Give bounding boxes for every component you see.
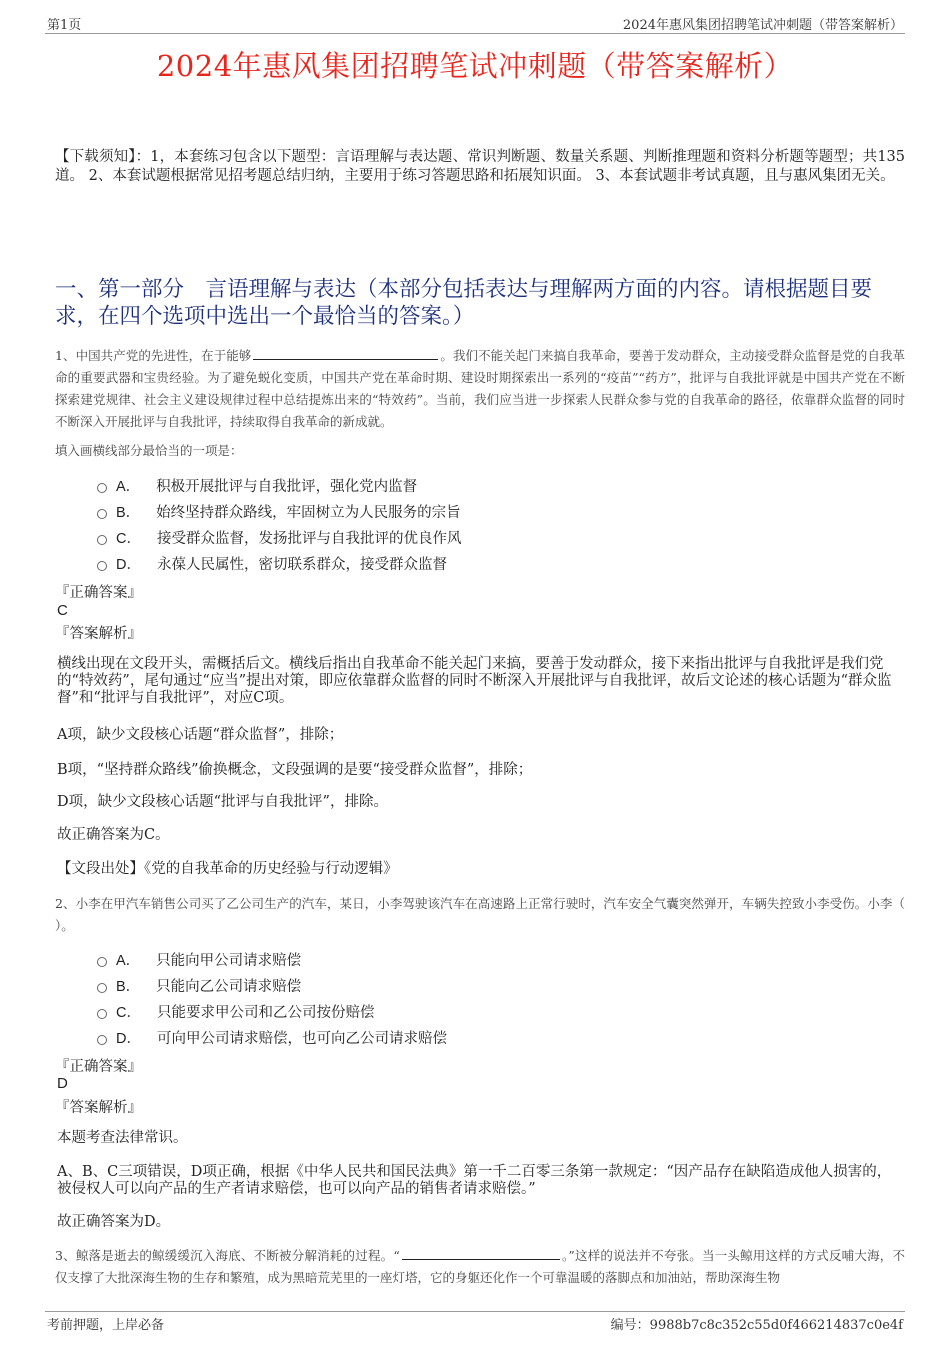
q1-option-c[interactable]: C． 接受群众监督，发扬批评与自我批评的优良作风	[97, 526, 461, 548]
radio-icon[interactable]	[97, 1035, 107, 1045]
q1-analysis-b: B项，“坚持群众路线”偷换概念，文段强调的是要“接受群众监督”，排除；	[57, 762, 533, 778]
q1-analysis-d: D项，缺少文段核心话题“批评与自我批评”，排除。	[57, 794, 388, 810]
fill-blank	[253, 346, 438, 360]
q1-analysis-label: 『答案解析』	[55, 626, 142, 642]
q2-option-a[interactable]: A． 只能向甲公司请求赔偿	[97, 948, 301, 970]
question-1-stem-start: 1、中国共产党的先进性，在于能够	[55, 348, 252, 363]
q2-option-b[interactable]: B． 只能向乙公司请求赔偿	[97, 974, 301, 996]
q2-answer: D	[57, 1075, 68, 1092]
q2-analysis-conclusion: 故正确答案为D。	[57, 1214, 171, 1230]
download-notice: 【下载须知】：1，本套练习包含以下题型：言语理解与表达题、常识判断题、数量关系题、判断推理题和资料分析题等题型；共135道。 2、本套试题根据常见招考题总结归纳，主要用于练习答题思路和拓展知识面。 3、本套试题非考试真题，且与惠风集团无关。	[55, 149, 905, 184]
q1-answer-label: 『正确答案』	[55, 585, 142, 601]
q1-answer: C	[57, 602, 68, 619]
question-3-stem	[55, 1245, 905, 1289]
q1-source: 【文段出处】《党的自我革命的历史经验与行动逻辑》	[57, 861, 398, 877]
radio-icon[interactable]	[97, 1009, 107, 1019]
q2-analysis-topic: 本题考查法律常识。	[57, 1130, 188, 1146]
radio-icon[interactable]	[97, 957, 107, 967]
question-1-prompt: 填入画横线部分最恰当的一项是：	[55, 443, 243, 458]
question-3-stem-end: 。”这样的说法并不夸张。当一头鲸用这样的方式反哺大海，不仅支撑了大批深海生物的生存和繁殖，成为黑暗荒芜里的一座灯塔，它的身躯还化作一个可靠温暖的落脚点和加油站，帮助深海生物	[55, 1248, 905, 1285]
q1-option-b[interactable]: B． 始终坚持群众路线，牢固树立为人民服务的宗旨	[97, 500, 461, 522]
radio-icon[interactable]	[97, 983, 107, 993]
footer-divider	[45, 1311, 905, 1312]
radio-icon[interactable]	[97, 509, 107, 519]
q1-analysis-main: 横线出现在文段开头，需概括后文。横线后指出自我革命不能关起门来搞，要善于发动群众，接下来指出批评与自我批评是我们党的“特效药”，尾句通过“应当”提出对策，即应依靠群众监督的同时不断深入开展批评与自我批评，故后文论述的核心话题为“群众监督”和“批评与自我批评”，对应C项。	[57, 656, 892, 706]
question-1-stem	[55, 345, 905, 433]
q2-option-d[interactable]: D． 可向甲公司请求赔偿，也可向乙公司请求赔偿	[97, 1026, 447, 1048]
q2-analysis-main: A、B、C三项错误，D项正确，根据《中华人民共和国民法典》第一千二百零三条第一款规定：“因产品存在缺陷造成他人损害的，被侵权人可以向产品的生产者请求赔偿，也可以向产品的销售者请求赔偿。”	[57, 1164, 892, 1197]
q1-option-a[interactable]: A． 积极开展批评与自我批评，强化党内监督	[97, 474, 417, 496]
question-1-stem-end: 。我们不能关起门来搞自我革命，要善于发动群众，主动接受群众监督是党的自我革命的重要武器和宝贵经验。为了避免蜕化变质，中国共产党在革命时期、建设时期探索出一系列的“疫苗”“药方”，批评与自我批评就是中国共产党在不断探索建党规律、社会主义建设规律过程中总结提炼出来的“特效药”。当前，我们应当进一步探索人民群众参与党的自我革命的路径，依靠群众监督的同时不断深入开展批评与自我批评，持续取得自我革命的新成就。	[55, 348, 905, 429]
question-3-stem-start: 3、鲸落是逝去的鲸缓缓沉入海底、不断被分解消耗的过程。“	[55, 1248, 400, 1263]
header-doc-title: 2024年惠风集团招聘笔试冲刺题（带答案解析）	[622, 18, 903, 33]
footer-doc-id: 编号：9988b7c8c352c55d0f466214837c0e4f	[610, 1318, 903, 1333]
q1-analysis-conclusion: 故正确答案为C。	[57, 827, 170, 843]
header-page-number: 第1页	[47, 18, 82, 33]
q2-answer-label: 『正确答案』	[55, 1059, 142, 1075]
radio-icon[interactable]	[97, 561, 107, 571]
header-divider	[45, 33, 905, 34]
radio-icon[interactable]	[97, 535, 107, 545]
q2-option-c[interactable]: C． 只能要求甲公司和乙公司按份赔偿	[97, 1000, 374, 1022]
q1-analysis-a: A项，缺少文段核心话题“群众监督”，排除；	[57, 727, 344, 743]
q2-analysis-label: 『答案解析』	[55, 1100, 142, 1116]
question-2-stem: 2、小李在甲汽车销售公司买了乙公司生产的汽车，某日，小李驾驶该汽车在高速路上正常行驶时，汽车安全气囊突然弹开，车辆失控致小李受伤。小李（ ）。	[55, 896, 905, 933]
q1-option-d[interactable]: D． 永葆人民属性，密切联系群众，接受群众监督	[97, 552, 447, 574]
radio-icon[interactable]	[97, 483, 107, 493]
page-title: 2024年惠风集团招聘笔试冲刺题（带答案解析）	[156, 49, 794, 83]
fill-blank	[402, 1246, 560, 1260]
footer-slogan: 考前押题，上岸必备	[47, 1318, 165, 1333]
section-heading: 一、第一部分 言语理解与表达（本部分包括表达与理解两方面的内容。请根据题目要求，在四个选项中选出一个最恰当的答案。）	[55, 277, 873, 329]
